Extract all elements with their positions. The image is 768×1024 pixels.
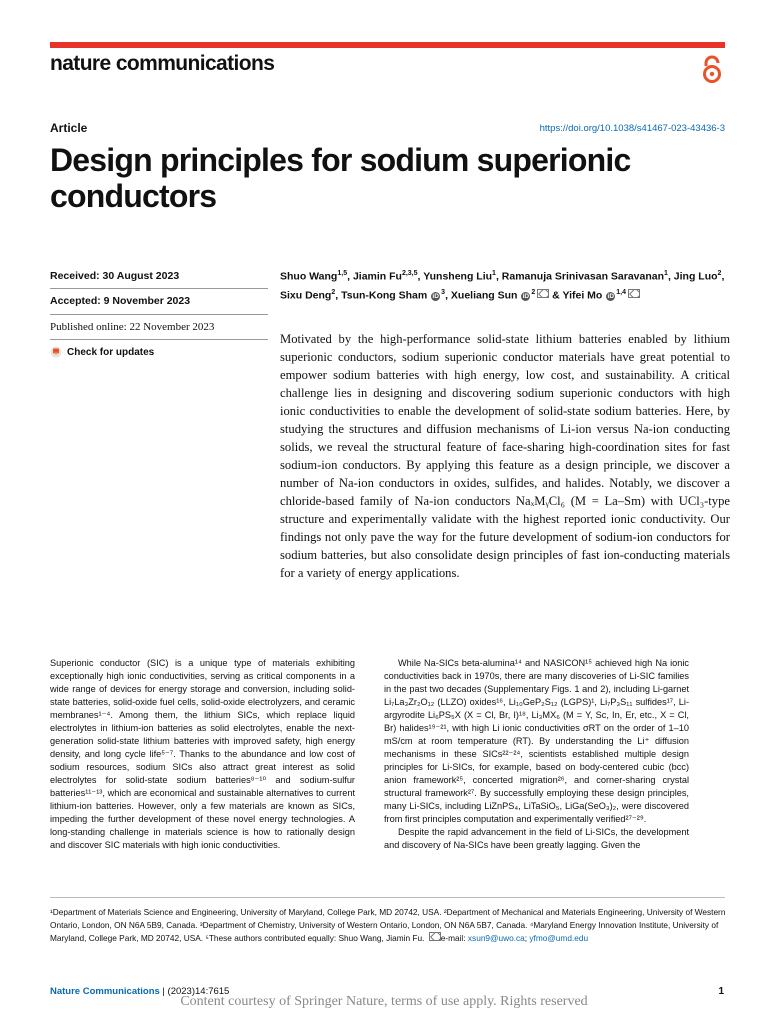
body-column-right xyxy=(384,657,689,852)
abstract xyxy=(280,330,730,582)
email-label: e-mail: xyxy=(440,933,466,943)
author-name[interactable]: Yunsheng Liu xyxy=(423,270,493,283)
affiliation-sup: 3 xyxy=(441,288,446,296)
affiliation-sup: 2 xyxy=(531,288,536,296)
orcid-icon[interactable]: iD xyxy=(522,293,530,300)
check-updates-button[interactable] xyxy=(50,346,154,358)
body-column-left xyxy=(50,657,355,852)
author-name[interactable]: Jing Luo xyxy=(673,270,718,283)
copyright-watermark: Content courtesy of Springer Nature, terms of use apply. Rights reserved xyxy=(180,994,588,1009)
footer-journal[interactable]: Nature Communications xyxy=(50,986,160,997)
affiliation-sup: 2 xyxy=(331,288,336,296)
article-title: Design principles for sodium superionic conductors xyxy=(50,142,631,214)
abstract-text: (M = La–Sm) with xyxy=(565,494,679,508)
accepted-date: Accepted: 9 November 2023 xyxy=(50,295,191,307)
affiliation-sup: 1,5 xyxy=(337,270,348,277)
author-name[interactable]: Xueliang Sun xyxy=(450,289,518,301)
footer-volume: | (2023)14:7615 xyxy=(159,986,230,997)
journal-header-bar xyxy=(50,42,725,48)
email-link[interactable]: yfmo@umd.edu xyxy=(529,933,589,943)
email-icon[interactable] xyxy=(628,289,640,298)
affiliations-text: ¹Department of Materials Science and Engineering, University of Maryland, College Park, MD 20742, USA. ²Department of Mechanical and Materials Engineering, University of Western Ontario, London, ON N6A 5B9, Canada. ³Department of Chemistry, University of Western Ontario, London, ON N6A 5B7, Canada. ⁴Maryland Energy Innovation Institute, University of Maryland, College Park, MD 20742, USA. ⁵These authors contributed equally: Shuo Wang, Jiamin Fu. xyxy=(50,907,726,943)
footnote-divider xyxy=(50,897,725,898)
author-name[interactable]: Jiamin Fu xyxy=(352,270,402,283)
affiliation-sup: 2,3,5 xyxy=(401,270,418,277)
divider xyxy=(50,339,268,340)
open-access-icon xyxy=(699,54,725,84)
body-paragraph: While Na-SICs beta-alumina¹⁴ and NASICON¹⁵ achieved high Na ionic conductivities back in 1970s, there are many discoveries of Li-SIC families in the past two decades (Supplementary Figs. 1 and 2), including Li-garnet Li₇La₃Zr₂O₁₂ (LLZO) oxides¹⁶, Li₁₀GeP₂S₁₂ (LGPS)¹, Li₇P₃S₁₁ sulfides¹⁷, Li-argyrodite Li₆PS₅X (X = Cl, Br, I)¹⁸, Li₃MX₆ (M = Y, Sc, In, Er, etc., X = Cl, Br) halides¹⁹⁻²¹, with high Li ionic conductivities σRT on the order of 1–10 mS/cm at room temperature (RT). By understanding the Li⁺ diffusion mechanisms in these SICs²²⁻²⁴, scientists established multiple design principles for Li-SICs, for example, based on body-centered cubic (bcc) anion framework²⁵, concerted migration²⁶, and corner-sharing crystal structural framework²⁷. By successfully employing these design principles, many Li-SICs, including LiZnPS₄, LiTaSiO₅, LiGa(SeO₃)₂, were discovered from first principles computation and experimentally verified²⁷⁻²⁹. xyxy=(384,658,689,824)
body-paragraph: Despite the rapid advancement in the field of Li-SICs, the development and discovery of Na-SICs have been greatly lagging. Given the xyxy=(384,827,689,850)
author-name[interactable]: Shuo Wang xyxy=(280,270,338,283)
formula: UCl₃ xyxy=(678,494,705,508)
formula: NaₓMᵧCl₆ xyxy=(515,494,566,508)
author-name[interactable]: Tsun-Kong Sham xyxy=(341,289,428,301)
divider xyxy=(50,314,268,315)
page-number: 1 xyxy=(718,986,724,997)
orcid-icon[interactable]: iD xyxy=(607,293,615,300)
email-icon xyxy=(429,932,441,941)
affiliations-footnote: ¹Department of Materials Science and Engineering, University of Maryland, College Park, MD 20742, USA. ²Department of Mechanical and Materials Engineering, University of Western Ontario, London, ON N6A 5B9, Canada. ³Department of Chemistry, University of Western Ontario, London, ON N6A 5B7, Canada. ⁴Maryland Energy Innovation Institute, University of Maryland, College Park, MD 20742, USA. ⁵These authors contributed equally: Shuo Wang, Jiamin Fu. e-mail: xsun9@uwo.ca; yfmo@umd.edu xyxy=(50,907,726,943)
article-type-label: Article xyxy=(50,121,88,135)
body-paragraph: Superionic conductor (SIC) is a unique type of materials exhibiting exceptionally high ionic conductivities, serving as critical components in a wide range of devices for energy storage and conversion, including solid-state batteries, solid-oxide fuel cells, solid-oxide electrolyzers, and ceramic membranes¹⁻⁴. Among them, the lithium SICs, which replace liquid electrolytes in lithium-ion batteries as solid electrolytes, enable the next-generation solid-state lithium batteries with improved safety, high energy density, and long cycle life⁵⁻⁷. Thanks to the abundance and low cost of sodium resources, sodium SICs also attract great interest as solid electrolytes for solid-state sodium batteries⁸⁻¹⁰ and sodium-sulfur batteries¹¹⁻¹³, which are economical and sustainable alternatives to current lithium-ion batteries. However, only a few materials are known as SICs, impeding the further development of these novel energy technologies. A long-standing challenge in materials science is how to rationally design and discover SIC materials with high ionic conductivities. xyxy=(50,658,355,850)
author-name[interactable]: Ramanuja Srinivasan Saravanan xyxy=(501,270,665,283)
orcid-icon[interactable]: iD xyxy=(432,293,439,300)
affiliation-sup: 2 xyxy=(717,270,722,277)
author-list: Shuo Wang$^{1,5}$, Jiamin Fu$^{2,3,5}$, Yunsheng Liu$^1$, Ramanuja Srinivasan Saravanan$^1$, Jing Luo$^2$, Sixu Deng$^2$, Tsun-Kong Sham $iD^3$, Xueliang Sun $iD^2$ & Yifei Mo iD$^{1,4}$ xyxy=(280,270,725,301)
journal-name: nature communications xyxy=(50,52,275,75)
affiliation-sup: 1 xyxy=(492,270,496,277)
divider xyxy=(50,288,268,289)
published-date: Published online: 22 November 2023 xyxy=(50,321,215,333)
check-updates-label: Check for updates xyxy=(67,346,155,358)
affiliation-sup: 1 xyxy=(664,270,668,277)
author-name[interactable]: Yifei Mo xyxy=(562,289,603,301)
abstract-text: -type structure and experimentally validate with the highest reported ionic conductivity. Our findings not only pave the way for the future development of sodium-ion conductors for sodium batteries, but also consolidate design principles of fast ion-conducting materials for a variety of energy applications. xyxy=(280,494,730,580)
affiliation-sup: 1,4 xyxy=(616,288,627,296)
check-updates-icon xyxy=(50,346,62,358)
email-link[interactable]: xsun9@uwo.ca xyxy=(467,933,525,943)
abstract-text: Motivated by the high-performance solid-state lithium batteries enabled by lithium superionic conductors, sodium superionic conductor materials have great potential to empower sodium batteries with high energy, low cost, and sustainability. A critical challenge lies in designing and discovering sodium superionic conductors with high ionic conductivities to enable the development of solid-state sodium batteries. Here, by studying the structures and diffusion mechanisms of Li-ion versus Na-ion conducting solids, we reveal the structural feature of face-sharing high-coordination sites for fast sodium-ion conductors. By applying this feature as a design principle, we discover a number of Na-ion conductors in oxides, sulfides, and halides. Notably, we discover a chloride-based family of Na-ion conductors xyxy=(280,332,730,508)
author-name[interactable]: Sixu Deng xyxy=(280,289,332,301)
doi-link[interactable]: https://doi.org/10.1038/s41467-023-43436-3 xyxy=(539,123,725,134)
received-date: Received: 30 August 2023 xyxy=(50,270,180,282)
email-icon[interactable] xyxy=(537,289,549,298)
